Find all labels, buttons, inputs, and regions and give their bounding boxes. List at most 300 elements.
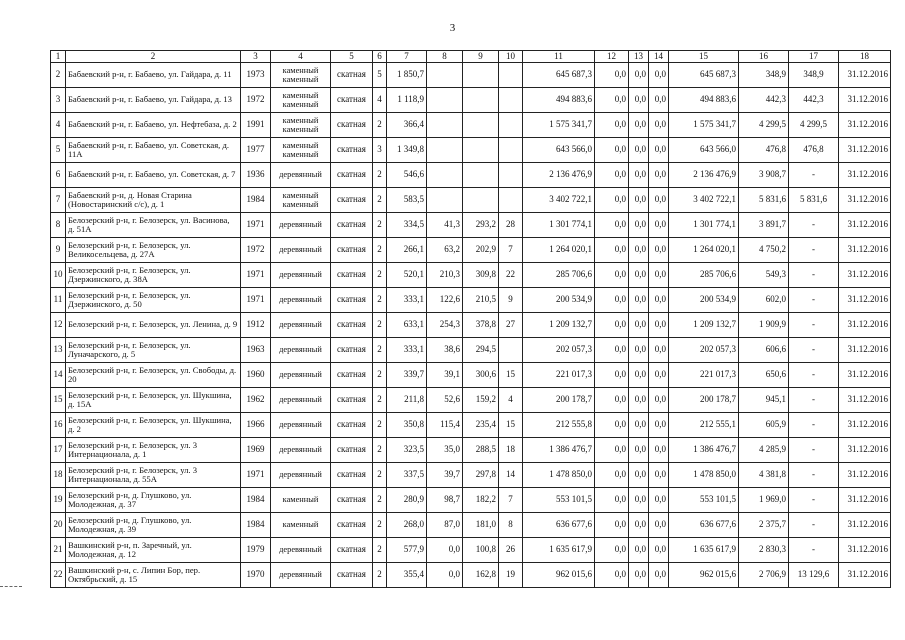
cell-cost-15: 1 209 132,7 — [669, 313, 739, 338]
cell-total-area: 546,6 — [387, 163, 427, 188]
cell-count-10: 7 — [499, 488, 523, 513]
cell-floors: 2 — [373, 163, 387, 188]
cell-roof-type: скатная — [331, 263, 373, 288]
cell-address: Белозерский р-н, г. Белозерск, ул. 3 Интернационала, д. 1 — [66, 438, 241, 463]
cell-cost-12: 0,0 — [595, 438, 629, 463]
cell-area-8: 39,7 — [427, 463, 463, 488]
cell-roof-type: скатная — [331, 163, 373, 188]
cell-deadline: 31.12.2016 — [839, 538, 891, 563]
cell-count-10: 8 — [499, 513, 523, 538]
cell-cost-17: - — [789, 238, 839, 263]
column-header: 3 — [241, 51, 271, 63]
cell-area-9: 181,0 — [463, 513, 499, 538]
cell-cost-16: 4 750,2 — [739, 238, 789, 263]
cell-row-number: 13 — [51, 338, 66, 363]
cell-deadline: 31.12.2016 — [839, 413, 891, 438]
cell-area-9: 300,6 — [463, 363, 499, 388]
cell-year-built: 1971 — [241, 288, 271, 313]
column-header: 1 — [51, 51, 66, 63]
margin-mark — [0, 586, 22, 587]
cell-address: Белозерский р-н, г. Белозерск, ул. 3 Интернационала, д. 55А — [66, 463, 241, 488]
cell-cost-16: 602,0 — [739, 288, 789, 313]
cell-total-area: 339,7 — [387, 363, 427, 388]
cell-roof-type: скатная — [331, 538, 373, 563]
cell-area-8 — [427, 63, 463, 88]
cell-roof-type: скатная — [331, 63, 373, 88]
cell-roof-type: скатная — [331, 188, 373, 213]
cell-cost-16: 476,8 — [739, 138, 789, 163]
cell-cost-15: 1 264 020,1 — [669, 238, 739, 263]
cell-total-area: 268,0 — [387, 513, 427, 538]
cell-address: Бабаевский р-н, г. Бабаево, ул. Нефтебаза, д. 2 — [66, 113, 241, 138]
cell-wall-material: деревянный — [271, 563, 331, 588]
cell-floors: 2 — [373, 338, 387, 363]
cell-cost-14: 0,0 — [649, 338, 669, 363]
cell-total-area: 211,8 — [387, 388, 427, 413]
cell-address: Белозерский р-н, г. Белозерск, ул. Дзержинского, д. 38А — [66, 263, 241, 288]
cell-wall-material: деревянный — [271, 313, 331, 338]
cell-total-area: 337,5 — [387, 463, 427, 488]
column-header: 15 — [669, 51, 739, 63]
cell-count-10: 15 — [499, 413, 523, 438]
table-row — [51, 63, 891, 88]
cell-deadline: 31.12.2016 — [839, 263, 891, 288]
cell-year-built: 1984 — [241, 188, 271, 213]
cell-wall-material: деревянный — [271, 263, 331, 288]
cell-cost-12: 0,0 — [595, 313, 629, 338]
cell-cost-14: 0,0 — [649, 388, 669, 413]
cell-floors: 2 — [373, 363, 387, 388]
cell-floors: 5 — [373, 63, 387, 88]
cell-cost-12: 0,0 — [595, 338, 629, 363]
cell-area-8: 35,0 — [427, 438, 463, 463]
cell-row-number: 20 — [51, 513, 66, 538]
cell-area-8: 210,3 — [427, 263, 463, 288]
cell-total-cost: 1 264 020,1 — [523, 238, 595, 263]
cell-address: Белозерский р-н, д. Глушково, ул. Молодежная, д. 37 — [66, 488, 241, 513]
cell-floors: 2 — [373, 113, 387, 138]
cell-cost-13: 0,0 — [629, 263, 649, 288]
cell-floors: 2 — [373, 538, 387, 563]
cell-cost-17: 5 831,6 — [789, 188, 839, 213]
column-header: 12 — [595, 51, 629, 63]
cell-cost-15: 221 017,3 — [669, 363, 739, 388]
cell-wall-material: каменный каменный — [271, 138, 331, 163]
cell-cost-16: 605,9 — [739, 413, 789, 438]
cell-roof-type: скатная — [331, 213, 373, 238]
cell-total-area: 583,5 — [387, 188, 427, 213]
cell-deadline: 31.12.2016 — [839, 238, 891, 263]
cell-cost-14: 0,0 — [649, 263, 669, 288]
cell-cost-13: 0,0 — [629, 238, 649, 263]
cell-cost-15: 1 478 850,0 — [669, 463, 739, 488]
cell-count-10: 26 — [499, 538, 523, 563]
cell-year-built: 1962 — [241, 388, 271, 413]
cell-cost-17: - — [789, 313, 839, 338]
table-row — [51, 438, 891, 463]
cell-roof-type: скатная — [331, 88, 373, 113]
cell-cost-16: 549,3 — [739, 263, 789, 288]
cell-cost-14: 0,0 — [649, 188, 669, 213]
cell-cost-12: 0,0 — [595, 213, 629, 238]
cell-year-built: 1984 — [241, 513, 271, 538]
cell-row-number: 19 — [51, 488, 66, 513]
cell-cost-12: 0,0 — [595, 563, 629, 588]
cell-cost-15: 2 136 476,9 — [669, 163, 739, 188]
cell-address: Белозерский р-н, г. Белозерск, ул. Великосельцева, д. 27А — [66, 238, 241, 263]
cell-cost-17: 4 299,5 — [789, 113, 839, 138]
cell-row-number: 16 — [51, 413, 66, 438]
cell-cost-14: 0,0 — [649, 138, 669, 163]
cell-cost-14: 0,0 — [649, 563, 669, 588]
cell-cost-12: 0,0 — [595, 388, 629, 413]
cell-address: Белозерский р-н, г. Белозерск, ул. Ленина, д. 9 — [66, 313, 241, 338]
column-header: 14 — [649, 51, 669, 63]
cell-total-area: 577,9 — [387, 538, 427, 563]
cell-floors: 2 — [373, 313, 387, 338]
cell-cost-17: - — [789, 388, 839, 413]
cell-year-built: 1966 — [241, 413, 271, 438]
cell-cost-15: 1 635 617,9 — [669, 538, 739, 563]
cell-cost-17: - — [789, 538, 839, 563]
table-row — [51, 238, 891, 263]
cell-area-9: 378,8 — [463, 313, 499, 338]
cell-area-8 — [427, 88, 463, 113]
cell-roof-type: скатная — [331, 413, 373, 438]
cell-cost-15: 1 386 476,7 — [669, 438, 739, 463]
cell-cost-15: 494 883,6 — [669, 88, 739, 113]
cell-floors: 2 — [373, 263, 387, 288]
cell-row-number: 21 — [51, 538, 66, 563]
table-row — [51, 188, 891, 213]
cell-floors: 2 — [373, 438, 387, 463]
cell-cost-17: - — [789, 363, 839, 388]
cell-roof-type: скатная — [331, 563, 373, 588]
cell-total-area: 1 118,9 — [387, 88, 427, 113]
cell-roof-type: скатная — [331, 463, 373, 488]
cell-count-10: 15 — [499, 363, 523, 388]
cell-area-8 — [427, 163, 463, 188]
cell-area-9 — [463, 88, 499, 113]
cell-year-built: 1984 — [241, 488, 271, 513]
cell-wall-material: каменный каменный — [271, 88, 331, 113]
cell-cost-13: 0,0 — [629, 463, 649, 488]
cell-total-cost: 962 015,6 — [523, 563, 595, 588]
cell-cost-14: 0,0 — [649, 488, 669, 513]
cell-deadline: 31.12.2016 — [839, 213, 891, 238]
cell-cost-12: 0,0 — [595, 88, 629, 113]
cell-year-built: 1960 — [241, 363, 271, 388]
cell-total-cost: 1 386 476,7 — [523, 438, 595, 463]
cell-address: Белозерский р-н, г. Белозерск, ул. Шукшина, д. 15А — [66, 388, 241, 413]
cell-total-cost: 645 687,3 — [523, 63, 595, 88]
cell-total-cost: 553 101,5 — [523, 488, 595, 513]
cell-total-cost: 494 883,6 — [523, 88, 595, 113]
cell-cost-16: 1 909,9 — [739, 313, 789, 338]
cell-area-8: 254,3 — [427, 313, 463, 338]
cell-count-10: 22 — [499, 263, 523, 288]
cell-total-cost: 1 575 341,7 — [523, 113, 595, 138]
cell-year-built: 1912 — [241, 313, 271, 338]
cell-cost-14: 0,0 — [649, 438, 669, 463]
table-row — [51, 488, 891, 513]
cell-cost-14: 0,0 — [649, 413, 669, 438]
cell-cost-17: - — [789, 438, 839, 463]
cell-address: Бабаевский р-н, г. Бабаево, ул. Советская, д. 7 — [66, 163, 241, 188]
column-header: 9 — [463, 51, 499, 63]
cell-cost-12: 0,0 — [595, 188, 629, 213]
cell-address: Белозерский р-н, г. Белозерск, ул. Шукшина, д. 2 — [66, 413, 241, 438]
cell-cost-15: 636 677,6 — [669, 513, 739, 538]
cell-cost-16: 442,3 — [739, 88, 789, 113]
cell-area-9: 100,8 — [463, 538, 499, 563]
cell-total-area: 280,9 — [387, 488, 427, 513]
cell-year-built: 1971 — [241, 463, 271, 488]
cell-wall-material: деревянный — [271, 338, 331, 363]
cell-deadline: 31.12.2016 — [839, 288, 891, 313]
cell-deadline: 31.12.2016 — [839, 63, 891, 88]
cell-total-cost: 221 017,3 — [523, 363, 595, 388]
cell-deadline: 31.12.2016 — [839, 463, 891, 488]
cell-floors: 2 — [373, 238, 387, 263]
cell-area-9: 182,2 — [463, 488, 499, 513]
cell-cost-12: 0,0 — [595, 113, 629, 138]
cell-total-area: 334,5 — [387, 213, 427, 238]
cell-cost-17: - — [789, 413, 839, 438]
cell-cost-16: 2 830,3 — [739, 538, 789, 563]
cell-area-8 — [427, 188, 463, 213]
cell-deadline: 31.12.2016 — [839, 163, 891, 188]
cell-cost-16: 650,6 — [739, 363, 789, 388]
cell-address: Белозерский р-н, г. Белозерск, ул. Васинова, д. 51А — [66, 213, 241, 238]
cell-floors: 2 — [373, 513, 387, 538]
cell-cost-13: 0,0 — [629, 338, 649, 363]
cell-cost-16: 606,6 — [739, 338, 789, 363]
cell-row-number: 6 — [51, 163, 66, 188]
cell-cost-17: - — [789, 513, 839, 538]
cell-cost-14: 0,0 — [649, 238, 669, 263]
cell-cost-13: 0,0 — [629, 363, 649, 388]
cell-deadline: 31.12.2016 — [839, 488, 891, 513]
cell-total-cost: 636 677,6 — [523, 513, 595, 538]
cell-count-10 — [499, 113, 523, 138]
cell-count-10 — [499, 63, 523, 88]
cell-deadline: 31.12.2016 — [839, 188, 891, 213]
cell-count-10: 19 — [499, 563, 523, 588]
cell-area-8: 0,0 — [427, 563, 463, 588]
cell-cost-17: - — [789, 263, 839, 288]
table-row — [51, 513, 891, 538]
cell-cost-15: 202 057,3 — [669, 338, 739, 363]
cell-cost-12: 0,0 — [595, 63, 629, 88]
cell-total-cost: 1 635 617,9 — [523, 538, 595, 563]
cell-total-area: 633,1 — [387, 313, 427, 338]
cell-area-9 — [463, 188, 499, 213]
table-row — [51, 138, 891, 163]
cell-floors: 2 — [373, 188, 387, 213]
cell-area-9: 294,5 — [463, 338, 499, 363]
cell-count-10 — [499, 188, 523, 213]
cell-year-built: 1971 — [241, 213, 271, 238]
cell-total-cost: 285 706,6 — [523, 263, 595, 288]
cell-total-cost: 212 555,8 — [523, 413, 595, 438]
cell-cost-17: - — [789, 288, 839, 313]
cell-year-built: 1973 — [241, 63, 271, 88]
cell-area-8 — [427, 138, 463, 163]
cell-roof-type: скатная — [331, 113, 373, 138]
cell-year-built: 1972 — [241, 88, 271, 113]
table-body — [51, 63, 891, 588]
cell-total-area: 266,1 — [387, 238, 427, 263]
table-row — [51, 338, 891, 363]
cell-floors: 2 — [373, 213, 387, 238]
cell-wall-material: деревянный — [271, 413, 331, 438]
cell-row-number: 2 — [51, 63, 66, 88]
cell-row-number: 17 — [51, 438, 66, 463]
page-number: 3 — [449, 22, 456, 34]
cell-address: Бабаевский р-н, г. Бабаево, ул. Гайдара, д. 11 — [66, 63, 241, 88]
cell-address: Белозерский р-н, д. Глушково, ул. Молодежная, д. 39 — [66, 513, 241, 538]
cell-total-area: 355,4 — [387, 563, 427, 588]
table-row — [51, 313, 891, 338]
cell-cost-16: 945,1 — [739, 388, 789, 413]
cell-roof-type: скатная — [331, 363, 373, 388]
cell-cost-15: 285 706,6 — [669, 263, 739, 288]
cell-cost-16: 4 299,5 — [739, 113, 789, 138]
cell-row-number: 7 — [51, 188, 66, 213]
cell-cost-12: 0,0 — [595, 238, 629, 263]
cell-address: Белозерский р-н, г. Белозерск, ул. Дзержинского, д. 50 — [66, 288, 241, 313]
cell-row-number: 14 — [51, 363, 66, 388]
cell-cost-17: - — [789, 463, 839, 488]
cell-row-number: 18 — [51, 463, 66, 488]
cell-roof-type: скатная — [331, 438, 373, 463]
cell-row-number: 3 — [51, 88, 66, 113]
cell-cost-13: 0,0 — [629, 288, 649, 313]
cell-wall-material: деревянный — [271, 363, 331, 388]
cell-area-8: 122,6 — [427, 288, 463, 313]
table-row — [51, 463, 891, 488]
cell-row-number: 12 — [51, 313, 66, 338]
cell-address: Бабаевский р-н, г. Бабаево, ул. Советская, д. 11А — [66, 138, 241, 163]
cell-cost-15: 553 101,5 — [669, 488, 739, 513]
cell-cost-13: 0,0 — [629, 188, 649, 213]
cell-floors: 2 — [373, 288, 387, 313]
cell-deadline: 31.12.2016 — [839, 363, 891, 388]
cell-count-10: 7 — [499, 238, 523, 263]
cell-cost-12: 0,0 — [595, 288, 629, 313]
cell-wall-material: деревянный — [271, 238, 331, 263]
cell-row-number: 9 — [51, 238, 66, 263]
header-row — [51, 51, 891, 63]
cell-count-10: 4 — [499, 388, 523, 413]
cell-year-built: 1936 — [241, 163, 271, 188]
cell-cost-15: 200 178,7 — [669, 388, 739, 413]
cell-cost-13: 0,0 — [629, 88, 649, 113]
table-row — [51, 213, 891, 238]
cell-cost-12: 0,0 — [595, 413, 629, 438]
cell-cost-16: 348,9 — [739, 63, 789, 88]
cell-cost-17: 476,8 — [789, 138, 839, 163]
cell-floors: 2 — [373, 388, 387, 413]
cell-wall-material: деревянный — [271, 463, 331, 488]
table-row — [51, 263, 891, 288]
cell-address: Вашкинский р-н, п. Заречный, ул. Молодежная, д. 12 — [66, 538, 241, 563]
cell-total-area: 333,1 — [387, 288, 427, 313]
cell-count-10: 14 — [499, 463, 523, 488]
cell-cost-13: 0,0 — [629, 163, 649, 188]
cell-count-10 — [499, 138, 523, 163]
column-header: 11 — [523, 51, 595, 63]
cell-area-9: 202,9 — [463, 238, 499, 263]
cell-area-9: 162,8 — [463, 563, 499, 588]
cell-area-8: 98,7 — [427, 488, 463, 513]
cell-cost-13: 0,0 — [629, 313, 649, 338]
cell-roof-type: скатная — [331, 138, 373, 163]
cell-deadline: 31.12.2016 — [839, 513, 891, 538]
cell-area-8: 41,3 — [427, 213, 463, 238]
cell-cost-15: 645 687,3 — [669, 63, 739, 88]
cell-cost-14: 0,0 — [649, 113, 669, 138]
cell-wall-material: каменный каменный — [271, 188, 331, 213]
cell-cost-13: 0,0 — [629, 138, 649, 163]
cell-total-area: 520,1 — [387, 263, 427, 288]
cell-cost-16: 4 285,9 — [739, 438, 789, 463]
cell-area-9: 159,2 — [463, 388, 499, 413]
cell-year-built: 1971 — [241, 263, 271, 288]
cell-cost-15: 3 402 722,1 — [669, 188, 739, 213]
cell-deadline: 31.12.2016 — [839, 338, 891, 363]
column-header: 18 — [839, 51, 891, 63]
cell-cost-15: 212 555,1 — [669, 413, 739, 438]
cell-floors: 2 — [373, 413, 387, 438]
cell-cost-15: 962 015,6 — [669, 563, 739, 588]
cell-area-9 — [463, 138, 499, 163]
cell-address: Белозерский р-н, г. Белозерск, ул. Свободы, д. 20 — [66, 363, 241, 388]
cell-cost-15: 1 301 774,1 — [669, 213, 739, 238]
cell-row-number: 5 — [51, 138, 66, 163]
cell-total-area: 366,4 — [387, 113, 427, 138]
column-header: 16 — [739, 51, 789, 63]
cell-deadline: 31.12.2016 — [839, 563, 891, 588]
cell-total-area: 333,1 — [387, 338, 427, 363]
cell-cost-12: 0,0 — [595, 513, 629, 538]
cell-cost-13: 0,0 — [629, 563, 649, 588]
cell-area-9 — [463, 113, 499, 138]
table-row — [51, 388, 891, 413]
cell-cost-12: 0,0 — [595, 163, 629, 188]
cell-roof-type: скатная — [331, 488, 373, 513]
cell-wall-material: каменный — [271, 513, 331, 538]
cell-count-10: 27 — [499, 313, 523, 338]
table-row — [51, 88, 891, 113]
table-row — [51, 413, 891, 438]
cell-row-number: 22 — [51, 563, 66, 588]
cell-total-cost: 1 301 774,1 — [523, 213, 595, 238]
column-header: 10 — [499, 51, 523, 63]
cell-floors: 4 — [373, 88, 387, 113]
table-header — [51, 51, 891, 63]
cell-year-built: 1977 — [241, 138, 271, 163]
cell-cost-15: 643 566,0 — [669, 138, 739, 163]
cell-cost-16: 2 706,9 — [739, 563, 789, 588]
cell-total-cost: 1 209 132,7 — [523, 313, 595, 338]
cell-cost-17: 348,9 — [789, 63, 839, 88]
column-header: 7 — [387, 51, 427, 63]
cell-area-8: 115,4 — [427, 413, 463, 438]
cell-cost-17: - — [789, 213, 839, 238]
cell-cost-16: 2 375,7 — [739, 513, 789, 538]
